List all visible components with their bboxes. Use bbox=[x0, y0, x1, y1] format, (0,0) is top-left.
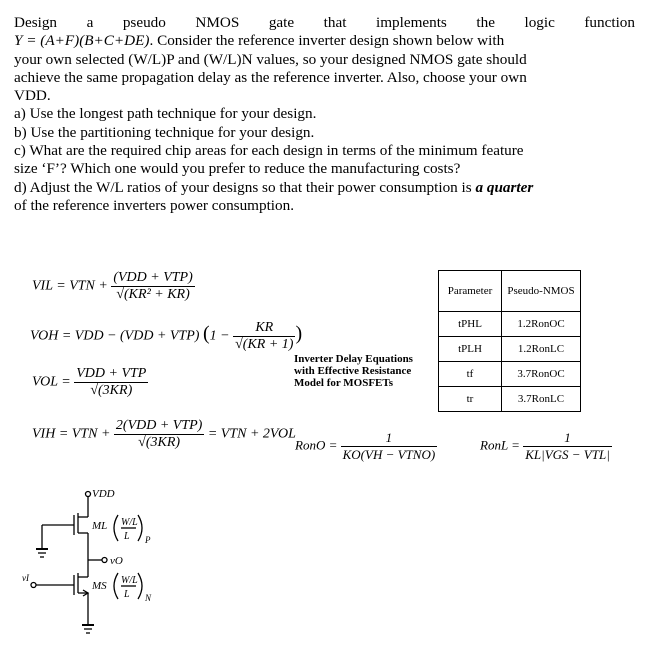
problem-line-2: Y = (A+F)(B+C+DE). Consider the reference inverter design shown below with bbox=[14, 32, 505, 50]
output-node bbox=[102, 558, 107, 563]
problem-line-5: VDD. bbox=[14, 87, 51, 105]
table-caption: Inverter Delay Equations with Effective Resistance Model for MOSFETs bbox=[290, 271, 439, 412]
problem-statement bbox=[14, 14, 635, 215]
part-d-line-2: of the reference inverters power consumption. bbox=[14, 196, 295, 214]
vol-equation: VOL = $\frac{\text{VDD + VTP}}{√(3KR)}$ bbox=[32, 366, 147, 398]
wl-label-n: W/L bbox=[121, 575, 138, 586]
p-subscript: P bbox=[145, 535, 151, 545]
problem-line-1: Design a pseudo NMOS gate that implements the logic function bbox=[14, 14, 635, 31]
logic-function: Y = (A+F)(B+C+DE) bbox=[14, 32, 150, 50]
emphasis-quarter: a quarter bbox=[475, 178, 534, 196]
vih-equation: VIH = VTN + $\frac{\text{2(VDD + VTP)}}{√(3KR)}$ = VTN + 2VOL bbox=[32, 418, 296, 450]
ml-label: ML bbox=[92, 520, 108, 532]
n-subscript: N bbox=[145, 593, 152, 603]
ms-label: MS bbox=[92, 580, 107, 592]
table-row: tr 3.7RonLC bbox=[290, 387, 581, 412]
delay-equation-table bbox=[290, 270, 581, 412]
table-row: tPLH 1.2RonLC bbox=[290, 337, 581, 362]
part-a: a) Use the longest path technique for your design. bbox=[14, 105, 317, 123]
voh-equation: VOH = VDD − (VDD + VTP) (1 − $\frac{KR}{√(KR + 1)}$ ) bbox=[30, 320, 303, 352]
wl-label-p: W/L bbox=[121, 517, 138, 528]
vdd-label: VDD bbox=[92, 488, 115, 500]
problem-line-3: your own selected (W/L)P and (W/L)N values, so your designed NMOS gate should bbox=[14, 50, 527, 68]
problem-line-4: achieve the same propagation delay as the reference inverter. Also, choose your own bbox=[14, 68, 527, 86]
part-c-line-1: c) What are the required chip areas for each design in terms of the minimum feature bbox=[14, 142, 524, 160]
vdd-node bbox=[86, 492, 91, 497]
svg-text:L: L bbox=[124, 589, 130, 600]
vo-label: vO bbox=[110, 555, 123, 567]
pseudo-nmos-inverter-schematic bbox=[20, 485, 190, 645]
ron-l-equation: RonL = $\frac{1}{\text{KL|VGS − VTL|}}$ bbox=[480, 430, 610, 462]
svg-text:L: L bbox=[124, 531, 130, 542]
vil-equation: VIL = VTN + $\frac{\text{(VDD + VTP)}}{\text{√(KR² + KR)}}$ bbox=[32, 270, 193, 302]
table-row: tPHL 1.2RonOC bbox=[290, 312, 581, 337]
ron-o-equation: RonO = $\frac{1}{\text{KO(VH − VTNO)}}$ bbox=[295, 430, 436, 462]
vi-label: vI bbox=[22, 573, 29, 583]
part-b: b) Use the partitioning technique for your design. bbox=[14, 123, 315, 141]
part-d-line-1: d) Adjust the W/L ratios of your designs so that their power consumption is a quarter bbox=[14, 178, 534, 196]
table-header-pseudo-nmos: Pseudo-NMOS bbox=[502, 271, 581, 312]
input-node bbox=[31, 583, 36, 588]
table-row: tf 3.7RonOC bbox=[290, 362, 581, 387]
part-c-line-2: size ‘F’? Which one would you prefer to reduce the manufacturing costs? bbox=[14, 160, 461, 178]
table-header-parameter: Parameter bbox=[439, 271, 502, 312]
